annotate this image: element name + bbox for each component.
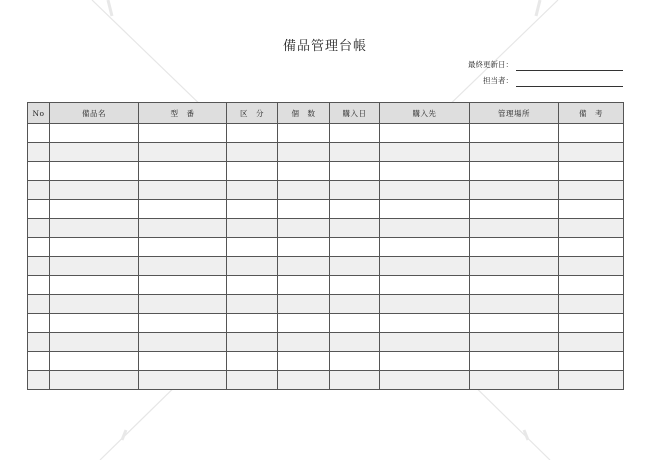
last-updated-underline [516, 70, 623, 71]
cell-location[interactable] [470, 257, 559, 276]
cell-item-name[interactable] [50, 143, 139, 162]
cell-vendor[interactable] [380, 276, 470, 295]
cell-purchase-date[interactable] [330, 333, 380, 352]
header-vendor: 購入先 [380, 103, 470, 124]
cell-vendor[interactable] [380, 124, 470, 143]
header-quantity: 個 数 [278, 103, 330, 124]
table-row [28, 162, 624, 181]
cell-vendor[interactable] [380, 257, 470, 276]
table-row [28, 333, 624, 352]
table-row [28, 352, 624, 371]
cell-quantity[interactable] [278, 333, 330, 352]
cell-no[interactable] [28, 371, 50, 390]
cell-purchase-date[interactable] [330, 352, 380, 371]
cell-category[interactable] [227, 124, 278, 143]
person-in-charge-field[interactable] [430, 74, 625, 88]
cell-category[interactable] [227, 333, 278, 352]
cell-quantity[interactable] [278, 162, 330, 181]
cell-model-number[interactable] [139, 276, 227, 295]
cell-location[interactable] [470, 162, 559, 181]
cell-purchase-date[interactable] [330, 257, 380, 276]
cell-purchase-date[interactable] [330, 124, 380, 143]
table-row [28, 371, 624, 390]
cell-no[interactable] [28, 143, 50, 162]
cell-no[interactable] [28, 181, 50, 200]
cell-purchase-date[interactable] [330, 314, 380, 333]
cell-purchase-date[interactable] [330, 371, 380, 390]
cell-category[interactable] [227, 181, 278, 200]
cell-purchase-date[interactable] [330, 238, 380, 257]
last-updated-field[interactable] [430, 58, 625, 72]
table-row [28, 314, 624, 333]
cell-vendor[interactable] [380, 295, 470, 314]
last-updated-label: 最終更新日： [468, 60, 513, 69]
cell-location[interactable] [470, 371, 559, 390]
cell-purchase-date[interactable] [330, 143, 380, 162]
cell-remarks[interactable] [559, 200, 624, 219]
cell-item-name[interactable] [50, 314, 139, 333]
cell-vendor[interactable] [380, 238, 470, 257]
cell-model-number[interactable] [139, 314, 227, 333]
table-row [28, 124, 624, 143]
cell-location[interactable] [470, 200, 559, 219]
cell-item-name[interactable] [50, 352, 139, 371]
cell-vendor[interactable] [380, 333, 470, 352]
cell-vendor[interactable] [380, 181, 470, 200]
cell-item-name[interactable] [50, 371, 139, 390]
table-row [28, 276, 624, 295]
cell-item-name[interactable] [50, 295, 139, 314]
person-in-charge-label: 担当者： [483, 76, 513, 85]
cell-category[interactable] [227, 200, 278, 219]
table-row [28, 238, 624, 257]
cell-remarks[interactable] [559, 257, 624, 276]
cell-location[interactable] [470, 352, 559, 371]
cell-quantity[interactable] [278, 181, 330, 200]
cell-no[interactable] [28, 238, 50, 257]
header-category: 区 分 [227, 103, 278, 124]
cell-quantity[interactable] [278, 352, 330, 371]
cell-category[interactable] [227, 257, 278, 276]
cell-item-name[interactable] [50, 238, 139, 257]
cell-model-number[interactable] [139, 238, 227, 257]
cell-remarks[interactable] [559, 143, 624, 162]
cell-model-number[interactable] [139, 219, 227, 238]
cell-item-name[interactable] [50, 257, 139, 276]
cell-location[interactable] [470, 314, 559, 333]
cell-model-number[interactable] [139, 162, 227, 181]
cell-remarks[interactable] [559, 181, 624, 200]
cell-remarks[interactable] [559, 162, 624, 181]
cell-item-name[interactable] [50, 124, 139, 143]
cell-model-number[interactable] [139, 200, 227, 219]
cell-remarks[interactable] [559, 124, 624, 143]
cell-vendor[interactable] [380, 352, 470, 371]
header-model-number: 型 番 [139, 103, 227, 124]
cell-vendor[interactable] [380, 162, 470, 181]
cell-model-number[interactable] [139, 181, 227, 200]
cell-location[interactable] [470, 124, 559, 143]
cell-no[interactable] [28, 200, 50, 219]
cell-location[interactable] [470, 276, 559, 295]
cell-category[interactable] [227, 219, 278, 238]
cell-item-name[interactable] [50, 276, 139, 295]
cell-remarks[interactable] [559, 314, 624, 333]
cell-remarks[interactable] [559, 238, 624, 257]
cell-remarks[interactable] [559, 333, 624, 352]
cell-purchase-date[interactable] [330, 162, 380, 181]
cell-model-number[interactable] [139, 295, 227, 314]
cell-no[interactable] [28, 295, 50, 314]
table-row [28, 143, 624, 162]
cell-item-name[interactable] [50, 200, 139, 219]
cell-quantity[interactable] [278, 314, 330, 333]
cell-vendor[interactable] [380, 314, 470, 333]
cell-remarks[interactable] [559, 371, 624, 390]
cell-location[interactable] [470, 238, 559, 257]
cell-model-number[interactable] [139, 143, 227, 162]
cell-remarks[interactable] [559, 276, 624, 295]
table-row [28, 181, 624, 200]
cell-no[interactable] [28, 352, 50, 371]
header-item-name: 備品名 [50, 103, 139, 124]
cell-model-number[interactable] [139, 124, 227, 143]
table-row [28, 257, 624, 276]
cell-category[interactable] [227, 162, 278, 181]
table-row [28, 295, 624, 314]
cell-no[interactable] [28, 276, 50, 295]
cell-quantity[interactable] [278, 295, 330, 314]
header-remarks: 備 考 [559, 103, 624, 124]
cell-quantity[interactable] [278, 143, 330, 162]
cell-no[interactable] [28, 219, 50, 238]
cell-quantity[interactable] [278, 276, 330, 295]
cell-no[interactable] [28, 314, 50, 333]
cell-vendor[interactable] [380, 371, 470, 390]
cell-no[interactable] [28, 257, 50, 276]
cell-remarks[interactable] [559, 295, 624, 314]
cell-purchase-date[interactable] [330, 181, 380, 200]
cell-purchase-date[interactable] [330, 219, 380, 238]
header-purchase-date: 購入日 [330, 103, 380, 124]
cell-location[interactable] [470, 219, 559, 238]
cell-category[interactable] [227, 314, 278, 333]
cell-remarks[interactable] [559, 219, 624, 238]
table-row [28, 219, 624, 238]
header-no: No [28, 103, 50, 124]
cell-location[interactable] [470, 143, 559, 162]
cell-no[interactable] [28, 124, 50, 143]
cell-vendor[interactable] [380, 143, 470, 162]
cell-purchase-date[interactable] [330, 200, 380, 219]
cell-category[interactable] [227, 143, 278, 162]
cell-quantity[interactable] [278, 257, 330, 276]
cell-item-name[interactable] [50, 181, 139, 200]
cell-category[interactable] [227, 352, 278, 371]
table-header-row [28, 103, 624, 124]
cell-category[interactable] [227, 295, 278, 314]
cell-vendor[interactable] [380, 219, 470, 238]
cell-model-number[interactable] [139, 371, 227, 390]
cell-quantity[interactable] [278, 200, 330, 219]
cell-model-number[interactable] [139, 352, 227, 371]
cell-item-name[interactable] [50, 333, 139, 352]
cell-purchase-date[interactable] [330, 295, 380, 314]
cell-quantity[interactable] [278, 124, 330, 143]
cell-category[interactable] [227, 238, 278, 257]
cell-model-number[interactable] [139, 333, 227, 352]
cell-quantity[interactable] [278, 238, 330, 257]
cell-location[interactable] [470, 333, 559, 352]
cell-item-name[interactable] [50, 162, 139, 181]
cell-remarks[interactable] [559, 352, 624, 371]
page-title: 備品管理台帳 [282, 39, 367, 54]
cell-model-number[interactable] [139, 257, 227, 276]
cell-item-name[interactable] [50, 219, 139, 238]
cell-vendor[interactable] [380, 200, 470, 219]
cell-quantity[interactable] [278, 371, 330, 390]
cell-no[interactable] [28, 333, 50, 352]
header-location: 管理場所 [470, 103, 559, 124]
cell-no[interactable] [28, 162, 50, 181]
cell-location[interactable] [470, 181, 559, 200]
cell-quantity[interactable] [278, 219, 330, 238]
equipment-ledger-table [27, 102, 624, 390]
cell-category[interactable] [227, 371, 278, 390]
table-row [28, 200, 624, 219]
cell-purchase-date[interactable] [330, 276, 380, 295]
person-in-charge-underline [516, 86, 623, 87]
cell-category[interactable] [227, 276, 278, 295]
cell-location[interactable] [470, 295, 559, 314]
